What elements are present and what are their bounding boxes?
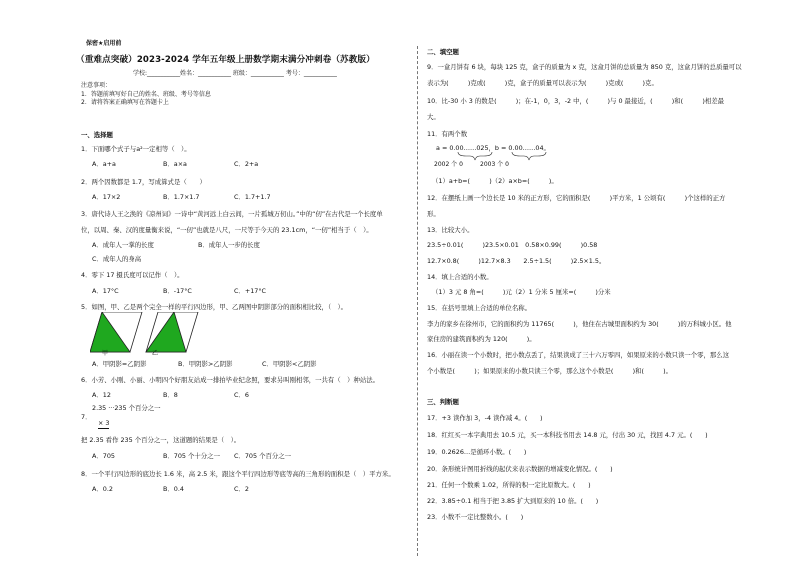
question-5: 5．如图，甲、乙是两个完全一样的平行四边形，甲、乙两图中阴影部分的面积相比较，（ ）。 <box>81 303 348 311</box>
q8-option-c: C．2 <box>234 485 249 493</box>
q3-option-b: B．成年人一步的长度 <box>198 241 260 249</box>
q8-option-a: A．0.2 <box>92 485 113 493</box>
judge-item: 19．0.2626…是循环小数。( ) <box>427 448 527 456</box>
figure-label-yi: 乙 <box>152 350 159 357</box>
section-fill-heading: 二、填空题 <box>427 48 459 56</box>
q1-option-c: C．2+a <box>234 160 259 168</box>
q7-multiplication-bottom: × 3 <box>98 419 110 427</box>
question-8: 8．一个平行四边形的底边长 1.6 米，高 2.5 米，跟这个平行四边形等底等高的三角形的面积是（ ）平方米。 <box>81 470 395 478</box>
judge-item: 18．红红买一本字典用去 10.5 元，买一本科技书用去 14.8 元，付出 30 元，找回 4.7 元。( ) <box>427 431 708 439</box>
q11-subquestions: （1）a+b=( )（2）a×b=( )。 <box>432 177 558 185</box>
q2-option-c: C．1.7+1.7 <box>234 193 271 201</box>
figure-label-jia: 甲 <box>102 350 109 357</box>
question-16-line2: 个小数是( )；如果原来的小数只读三个零，那么这个小数是( )和( )。 <box>427 367 673 375</box>
question-6: 6．小芳、小刚、小丽、小明四个好朋友站成一排拍毕业纪念照，要求另叫刚相邻，一共有（ ）种站法。 <box>81 376 380 384</box>
question-1: 1．下面哪个式子与a²一定相等（ ）。 <box>81 145 191 153</box>
question-7: 把 2.35 看作 235 个百分之一，这道题的结果是（ ）。 <box>81 436 241 444</box>
question-7-number: 7． <box>81 413 92 421</box>
q1-option-b: B．a×a <box>163 160 187 168</box>
q7-option-c: C．705 个百分之一 <box>234 452 292 460</box>
q8-option-b: B．0.4 <box>163 485 184 493</box>
question-2: 2．两个因数都是 1.7，写成算式是（ ） <box>81 178 206 186</box>
note-item: 2．请将答案正确填写在答题卡上 <box>81 99 169 106</box>
question-16-line1: 16．小丽在读一个小数时，把小数点丢了，结果读成了三十六万零四，如果原来的小数只读一个零，那么这 <box>427 351 730 359</box>
note-item: 1．答题前填写好自己的姓名、班级、考号等信息 <box>81 91 211 98</box>
question-14: 14．填上合适的小数。 <box>427 273 493 281</box>
q15-line2: 家住房的建筑面积约为 120( )。 <box>427 335 536 343</box>
q3-option-a: A．成年人一掌的长度 <box>92 241 154 249</box>
q5-option-a: A．甲阴影=乙阴影 <box>92 360 147 368</box>
q11-zero-count-a: 2002 个 0 <box>434 161 463 168</box>
q5-option-c: C．甲阴影<乙阴影 <box>262 360 317 368</box>
q14-subquestions: （1）3 元 8 角=( )元（2）1 分米 5 厘米=( )分米 <box>432 288 611 296</box>
judge-item: 23．小数不一定比整数小。( ) <box>427 513 524 521</box>
q5-option-b: B．甲阴影>乙阴影 <box>178 360 233 368</box>
q2-option-b: B．1.7×1.7 <box>163 193 200 201</box>
exam-title: （重难点突破）2023-2024 学年五年级上册数学期末满分冲刺卷（苏教版） <box>76 55 375 65</box>
q6-option-a: A．12 <box>92 391 111 399</box>
question-11: 11．有两个数 <box>427 130 468 138</box>
question-13: 13．比较大小。 <box>427 226 474 234</box>
q7-multiplication-top: 2.35 ···235 个百分之一 <box>92 404 161 412</box>
notes-heading: 注意事项： <box>81 82 112 89</box>
judge-item: 22．3.85÷0.1 相当于把 3.85 扩大到原来的 10 倍。( ) <box>427 497 599 505</box>
section-judge-heading: 三、判断题 <box>427 398 459 406</box>
q6-option-b: B．8 <box>163 391 178 399</box>
q3-option-c: C．成年人的身高 <box>92 255 142 263</box>
q13-row-2: 12.7×0.8( )12.7×8.3 2.5÷1.5( )2.5×1.5。 <box>427 257 606 265</box>
q6-option-c: C．6 <box>234 391 249 399</box>
question-9-line1: 9．一盒月饼有 6 块，每块 125 克，盒子的质量为 x 克，这盒月饼的总质量为 850 克，这盒月饼的总质量可以 <box>427 63 742 71</box>
q7-option-a: A．705 <box>92 452 115 460</box>
judge-item: 17．+3 读作加 3，-4 读作减 4。( ) <box>427 414 543 422</box>
secret-label: 保密★启用前 <box>86 40 122 47</box>
student-info-line: 学校:___________姓名：___________ 班级：___________ 考号：___________ <box>133 70 337 77</box>
q7-option-b: B．705 个十分之一 <box>163 452 220 460</box>
judge-item: 20．条形统计图用折线的起伏来表示数据的增减变化情况。( ) <box>427 465 613 473</box>
question-12-line2: 形。 <box>427 210 440 218</box>
q11-zero-count-b: 2003 个 0 <box>480 161 509 168</box>
q2-option-a: A．17×2 <box>92 193 121 201</box>
q11-numbers: a = 0.00……025，b = 0.00……04。 <box>436 144 550 152</box>
column-divider <box>417 46 418 556</box>
question-15: 15．在括号里填上合适的单位名称。 <box>427 304 531 312</box>
q13-row-1: 23.5÷0.01( )23.5×0.01 0.58×0.99( )0.58 <box>427 241 598 249</box>
q15-line1: 李力的家乡在徐州市，它的面积约为 11765( )，他住在古城里面积约为 30( )的万科城小区。他 <box>427 320 732 328</box>
q1-option-a: A．a+a <box>92 160 116 168</box>
question-9-line2: 表示为( )克或( )克，盒子的质量可以表示为( )克或( )克。 <box>427 79 658 87</box>
q4-option-a: A．17°C <box>92 287 119 295</box>
question-10-line2: 大。 <box>427 113 440 121</box>
figure-yi <box>146 312 198 352</box>
question-12-line1: 12．在摆纸上画一个边长是 10 米的正方形，它的面积是( )平方米，1 公顷有( )个这样的正方 <box>427 194 726 202</box>
judge-item: 21．任何一个数乘 1.02，所得的积一定比原数大。( ) <box>427 481 591 489</box>
question-3-line1: 3．唐代诗人王之涣的《凉州词》一诗中“黄河远上白云间，一片孤城万仞山。”中的“仞”在古代是一个长度单 <box>81 210 383 218</box>
figure-jia <box>90 312 142 352</box>
question-4: 4．零下 17 摄氏度可以记作（ ）。 <box>81 271 184 279</box>
section-choice-heading: 一、选择题 <box>81 131 113 139</box>
q4-option-b: B．-17°C <box>163 287 192 295</box>
q11-braces <box>456 151 552 161</box>
question-3-line2: 位，以周、秦、汉的度量衡来说，“一仞”也就是八尺，一尺等于今天的 23.1cm，“一仞”相当于（ ）。 <box>81 226 373 234</box>
q4-option-c: C．+17°C <box>234 287 266 295</box>
question-10-line1: 10．比-30 小 3 的数是( )；在-1，0，3，-2 中，( )与 0 最接近，( )和( )相差最 <box>427 97 724 105</box>
